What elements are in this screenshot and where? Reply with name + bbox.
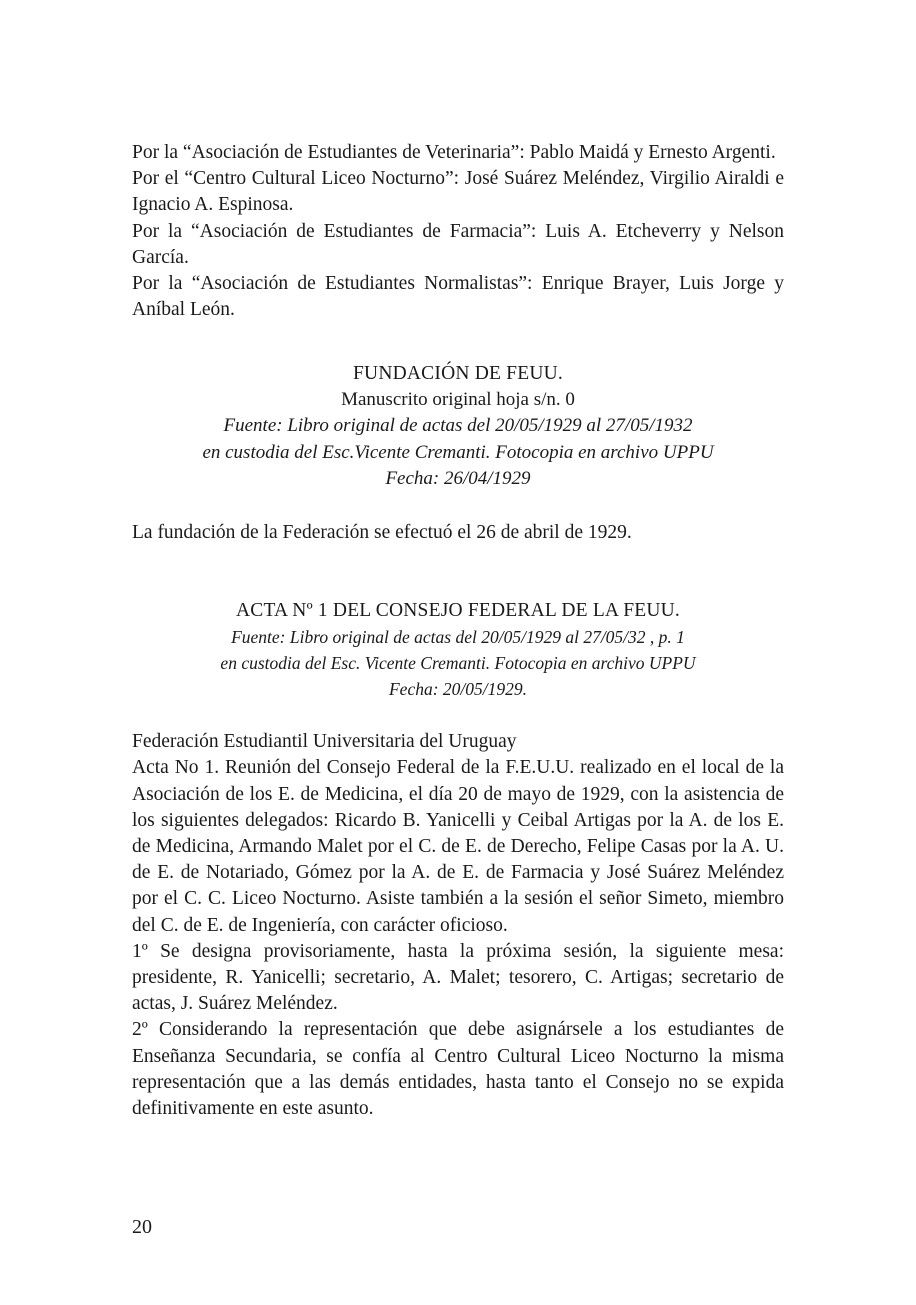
section-acta-paragraph-1: Acta No 1. Reunión del Consejo Federal de la F.E.U.U. realizado en el local de la Asociación de los E. de Medicina, el día 20 de mayo de 1929, con la asistencia de los siguientes delegados: Ricardo B. Yanicelli y Ceibal Artigas por la A. de los E. de Medicina, Armando Malet por el C. de E. de Derecho, Felipe Casas por la A. U. de E. de Notariado, Gómez por la A. de E. de Farmacia y José Suárez Meléndez por el C. C. Liceo Nocturno. Asiste también a la sesión el señor Simeto, miembro del C. de E. de Ingeniería, con carácter oficioso. <box>132 757 784 936</box>
page-number: 20 <box>132 1216 152 1238</box>
section-fundacion-heading <box>132 361 784 493</box>
section-fundacion-subtitle: Manuscrito original hoja s/n. 0 <box>341 389 575 411</box>
section-acta-date: Fecha: 20/05/1929. <box>388 679 528 700</box>
section-acta-title: ACTA Nº 1 DEL CONSEJO FEDERAL DE LA FEUU. <box>235 600 681 622</box>
section-fundacion-source-line-1: Fuente: Libro original de actas del 20/05/1929 al 27/05/1932 <box>223 415 693 437</box>
section-fundacion-source-line-2: en custodia del Esc.Vicente Cremanti. Fotocopia en archivo UPPU <box>202 441 714 463</box>
intro-paragraph-normalistas: Por la “Asociación de Estudiantes Normalistas”: Enrique Brayer, Luis Jorge y Aníbal León. <box>132 273 784 321</box>
section-acta-source-line-2: en custodia del Esc. Vicente Cremanti. Fotocopia en archivo UPPU <box>220 653 696 674</box>
section-acta-source-line-1: Fuente: Libro original de actas del 20/05/1929 al 27/05/32 , p. 1 <box>231 627 685 648</box>
section-fundacion-body: La fundación de la Federación se efectuó el 26 de abril de 1929. <box>132 521 632 543</box>
section-acta-paragraph-2: 1º Se designa provisoriamente, hasta la próxima sesión, la siguiente mesa: presidente, R. Yanicelli; secretario, A. Malet; tesorero, C. Artigas; secretario de actas, J. Suárez Meléndez. <box>132 940 784 1015</box>
page-content <box>132 140 784 1122</box>
intro-paragraph-veterinaria: Por la “Asociación de Estudiantes de Veterinaria”: Pablo Maidá y Ernesto Argenti. <box>132 142 776 163</box>
section-acta-org-line: Federación Estudiantil Universitaria del Uruguay <box>132 731 517 753</box>
section-acta-heading <box>132 598 784 702</box>
intro-paragraph-farmacia: Por la “Asociación de Estudiantes de Farmacia”: Luis A. Etcheverry y Nelson García. <box>132 220 784 268</box>
section-acta-paragraph-3: 2º Considerando la representación que debe asignársele a los estudiantes de Enseñanza Secundaria, se confía al Centro Cultural Liceo Nocturno la misma representación que a las demás entidades, hasta tanto el Consejo no se expida definitivamente en este asunto. <box>132 1019 784 1119</box>
section-fundacion-title: FUNDACIÓN DE FEUU. <box>353 363 563 385</box>
section-fundacion-date: Fecha: 26/04/1929 <box>385 468 531 490</box>
intro-paragraph-liceo-nocturno: Por el “Centro Cultural Liceo Nocturno”: José Suárez Meléndez, Virgilio Airaldi e Ignacio A. Espinosa. <box>132 168 784 216</box>
